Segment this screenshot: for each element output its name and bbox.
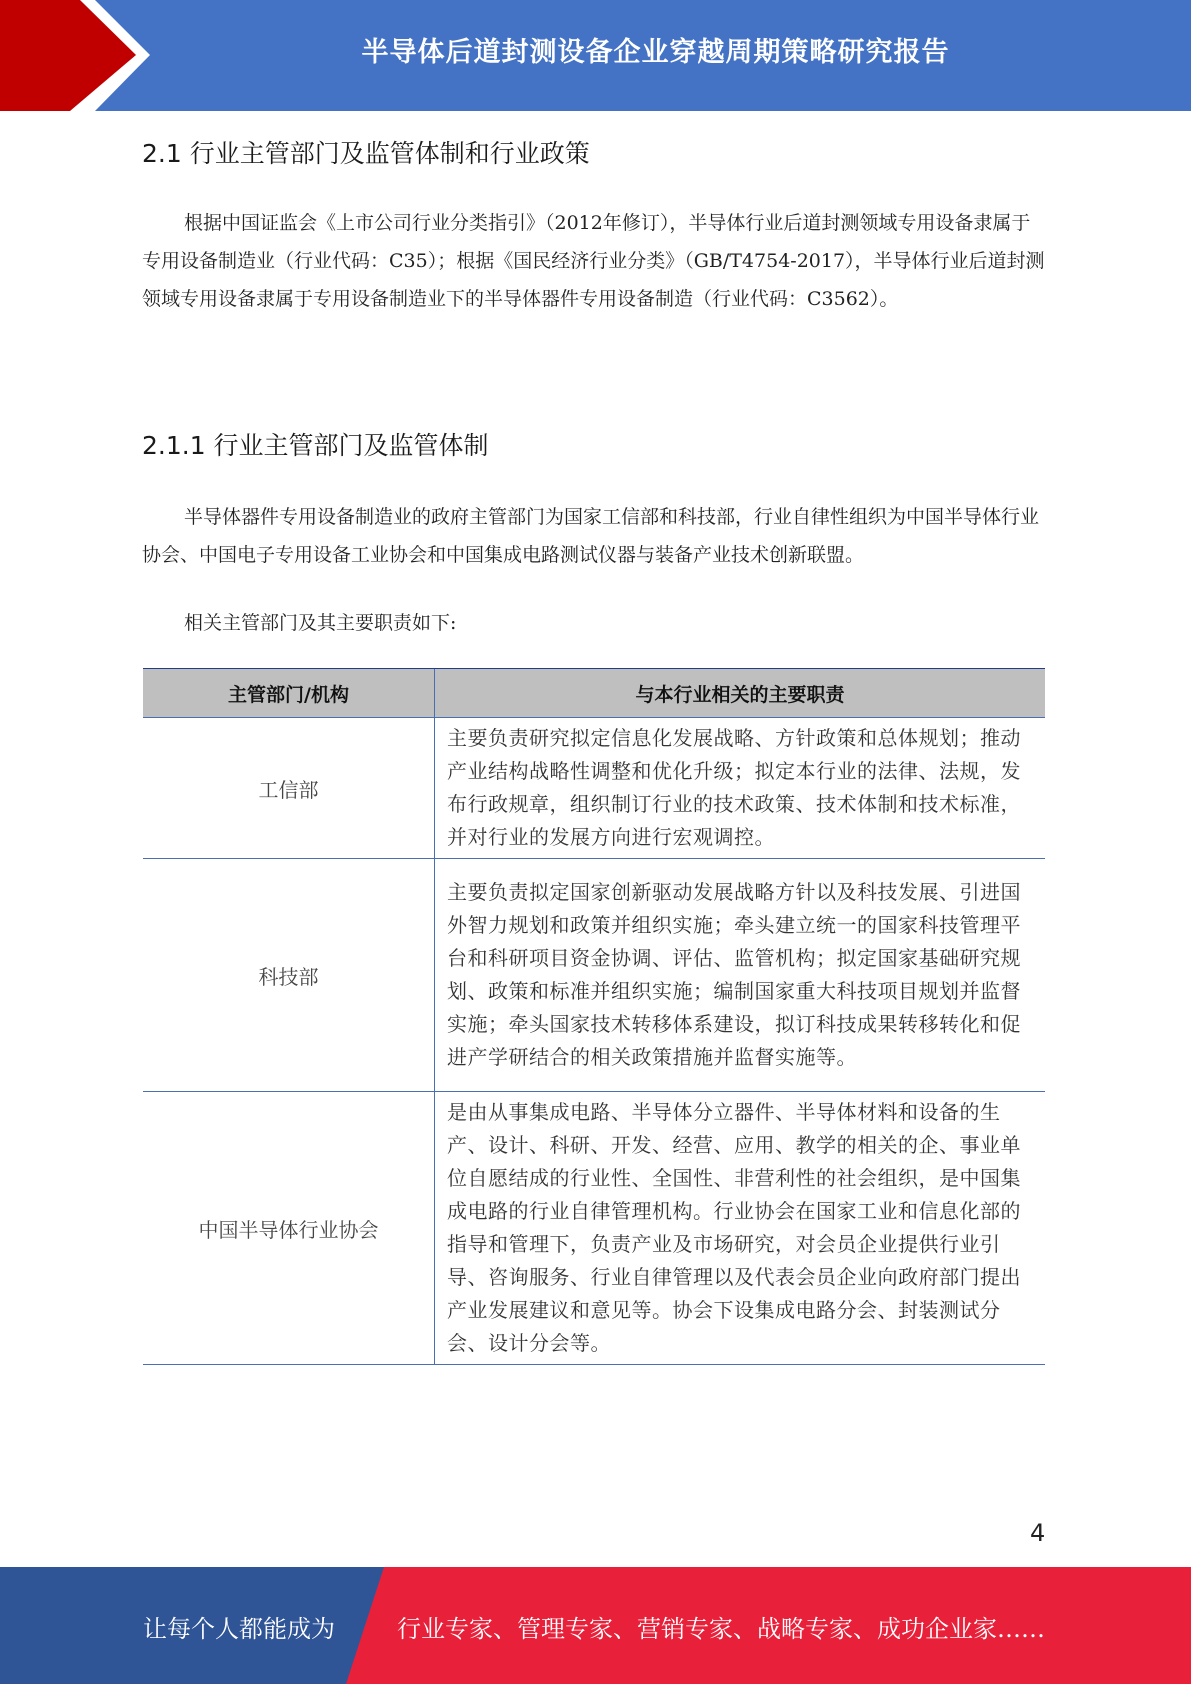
section-heading-2-1: 2.1 行业主管部门及监管体制和行业政策 [142,139,590,168]
footer-banner [0,1567,1191,1684]
footer-slogan-right: 行业专家、管理专家、营销专家、战略专家、成功企业家…… [397,1615,1045,1643]
responsibilities-table [143,669,1045,1365]
section-2-1-1-paragraph: 半导体器件专用设备制造业的政府主管部门为国家工信部和科技部，行业自律性组织为中国半导体行业协会、中国电子专用设备工业协会和中国集成电路测试仪器与装备产业技术创新联盟。 [142,506,1040,566]
report-title: 半导体后道封测设备企业穿越周期策略研究报告 [361,37,950,68]
table-row [143,859,1045,1092]
dept-cell: 中国半导体行业协会 [143,1092,435,1365]
page-number: 4 [1030,1519,1046,1547]
footer-slogan-left: 让每个人都能成为 [143,1615,335,1643]
table-row [143,718,1045,859]
duty-cell: 是由从事集成电路、半导体分立器件、半导体材料和设备的生产、设计、科研、开发、经营、应用、教学的相关的企、事业单位自愿结成的行业性、全国性、非营利性的社会组织，是中国集成电路的行业自律管理机构。行业协会在国家工业和信息化部的指导和管理下，负责产业及市场研究，对会员企业提供行业引导、咨询服务、行业自律管理以及代表会员企业向政府部门提出产业发展建议和意见等。协会下设集成电路分会、封装测试分会、设计分会等。 [435,1092,1046,1365]
table-header-row [143,669,1045,718]
table-row [143,1092,1045,1365]
duty-cell: 主要负责研究拟定信息化发展战略、方针政策和总体规划；推动产业结构战略性调整和优化升级；拟定本行业的法律、法规，发布行政规章，组织制订行业的技术政策、技术体制和技术标准，并对行业的发展方向进行宏观调控。 [435,718,1046,859]
dept-cell: 科技部 [143,859,435,1092]
table-intro-text: 相关主管部门及其主要职责如下: [184,612,457,634]
dept-cell: 工信部 [143,718,435,859]
section-2-1-paragraph: 根据中国证监会《上市公司行业分类指引》（2012年修订），半导体行业后道封测领域专用设备隶属于专用设备制造业（行业代码：C35）；根据《国民经济行业分类》（GB/T4754-2017），半导体行业后道封测领域专用设备隶属于专用设备制造业下的半导体器件专用设备制造（行业代码：C3562）。 [142,212,1045,310]
duty-cell: 主要负责拟定国家创新驱动发展战略方针以及科技发展、引进国外智力规划和政策并组织实施；牵头建立统一的国家科技管理平台和科研项目资金协调、评估、监管机构；拟定国家基础研究规划、政策和标准并组织实施；编制国家重大科技项目规划并监督实施；牵头国家技术转移体系建设，拟订科技成果转移转化和促进产学研结合的相关政策措施并监督实施等。 [435,859,1046,1092]
section-heading-2-1-1: 2.1.1 行业主管部门及监管体制 [142,431,489,460]
header-banner [0,0,1191,111]
column-header-duty: 与本行业相关的主要职责 [435,669,1046,718]
column-header-dept: 主管部门/机构 [143,669,435,718]
